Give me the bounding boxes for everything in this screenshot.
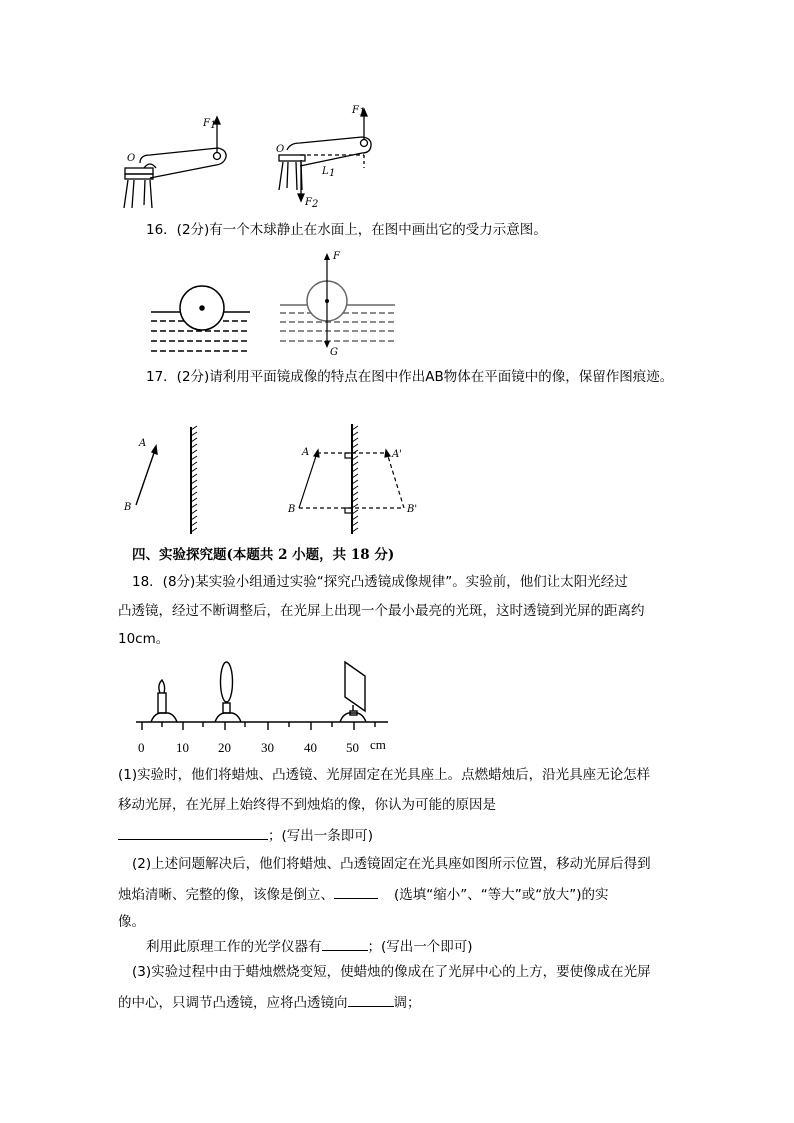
label-l1-sub: 1 bbox=[329, 168, 336, 179]
part1-hint: ；(写出一条即可) bbox=[268, 828, 374, 844]
plane-mirror-figure-right bbox=[299, 424, 404, 534]
part3-text-a: 的中心，只调节凸透镜，应将凸透镜向 bbox=[118, 995, 348, 1011]
question-18-intro-line-1: 18．(8分)某实验小组通过实验“探究凸透镜成像规律”。实验前，他们让太阳光经过 bbox=[132, 574, 628, 590]
q18-part2-line-2 bbox=[118, 884, 609, 904]
q18-part3-line-1: (3)实验过程中由于蜡烛燃烧变短，使蜡烛的像成在了光屏中心的上方，要使像成在光屏 bbox=[132, 964, 651, 980]
label-b: B bbox=[124, 502, 132, 513]
part2-instrument-text: 利用此原理工作的光学仪器有 bbox=[146, 939, 322, 955]
label-f2: F bbox=[305, 197, 312, 208]
q18-part2-line-1: (2)上述问题解决后，他们将蜡烛、凸透镜固定在光具座如图所示位置，移动光屏后得到 bbox=[132, 856, 651, 872]
question-18-intro-line-3: 10cm。 bbox=[118, 631, 170, 647]
part2-instrument-hint: ；(写出一个即可) bbox=[367, 939, 473, 955]
tick-label-10: 10 bbox=[176, 740, 189, 755]
label-f: F bbox=[333, 251, 340, 262]
label-f1-sub: 1 bbox=[210, 120, 217, 131]
bottle-opener-figure-right bbox=[279, 109, 371, 201]
label-f2-sub: 2 bbox=[312, 199, 319, 210]
floating-ball-figure-right bbox=[280, 253, 395, 348]
question-17: 17．(2分)请利用平面镜成像的特点在图中作出AB物体在平面镜中的像，保留作图痕迹。 bbox=[146, 369, 674, 385]
label-f1-right-sub: 1 bbox=[359, 107, 366, 118]
answer-blank-1[interactable] bbox=[118, 825, 268, 840]
q18-part1-line-3 bbox=[118, 825, 373, 845]
tick-label-30: 30 bbox=[261, 740, 274, 755]
question-16: 16．(2分)有一个木球静止在水面上，在图中画出它的受力示意图。 bbox=[146, 222, 547, 238]
label-l1: L bbox=[322, 166, 329, 177]
answer-blank-4[interactable] bbox=[348, 992, 394, 1007]
section-4-heading: 四、实验探究题(本题共 2 小题，共 18 分) bbox=[132, 547, 395, 563]
q18-part3-line-2 bbox=[118, 992, 421, 1012]
tick-label-40: 40 bbox=[304, 740, 317, 755]
label-f1: F bbox=[203, 118, 210, 129]
label-g: G bbox=[330, 347, 338, 358]
q18-part2-line-4 bbox=[146, 936, 473, 956]
tick-label-0: 0 bbox=[138, 740, 145, 755]
part2-text-b: (选填“缩小”、“等大”或“放大”)的实 bbox=[394, 887, 609, 903]
label-a-left: A bbox=[302, 447, 310, 458]
part2-text-a: 烛焰清晰、完整的像，该像是倒立、 bbox=[118, 887, 334, 903]
part3-text-b: 调； bbox=[393, 995, 421, 1011]
q18-part2-line-3: 像。 bbox=[118, 914, 145, 930]
label-o: O bbox=[127, 153, 136, 164]
q18-part1-line-2: 移动光屏，在光屏上始终得不到烛焰的像，你认为可能的原因是 bbox=[118, 797, 496, 813]
floating-ball-figure-left bbox=[151, 286, 250, 351]
label-b-prime: B' bbox=[407, 504, 418, 515]
question-18-intro-line-2: 凸透镜，经过不断调整后，在光屏上出现一个最小最亮的光斑，这时透镜到光屏的距离约 bbox=[118, 603, 645, 619]
unit-label-cm: cm bbox=[370, 737, 386, 752]
label-a-prime: A' bbox=[392, 449, 402, 460]
answer-blank-3[interactable] bbox=[322, 936, 368, 951]
optical-bench-figure bbox=[136, 662, 388, 730]
tick-label-50: 50 bbox=[346, 740, 359, 755]
q18-part1-line-1: (1)实验时，他们将蜡烛、凸透镜、光屏固定在光具座上。点燃蜡烛后，沿光具座无论怎样 bbox=[118, 767, 651, 783]
label-o-right: O bbox=[276, 144, 285, 155]
answer-blank-2[interactable] bbox=[334, 884, 378, 899]
tick-label-20: 20 bbox=[218, 740, 231, 755]
label-f1-right: F bbox=[352, 105, 359, 116]
label-a: A bbox=[139, 438, 147, 449]
label-b-left: B bbox=[288, 504, 296, 515]
